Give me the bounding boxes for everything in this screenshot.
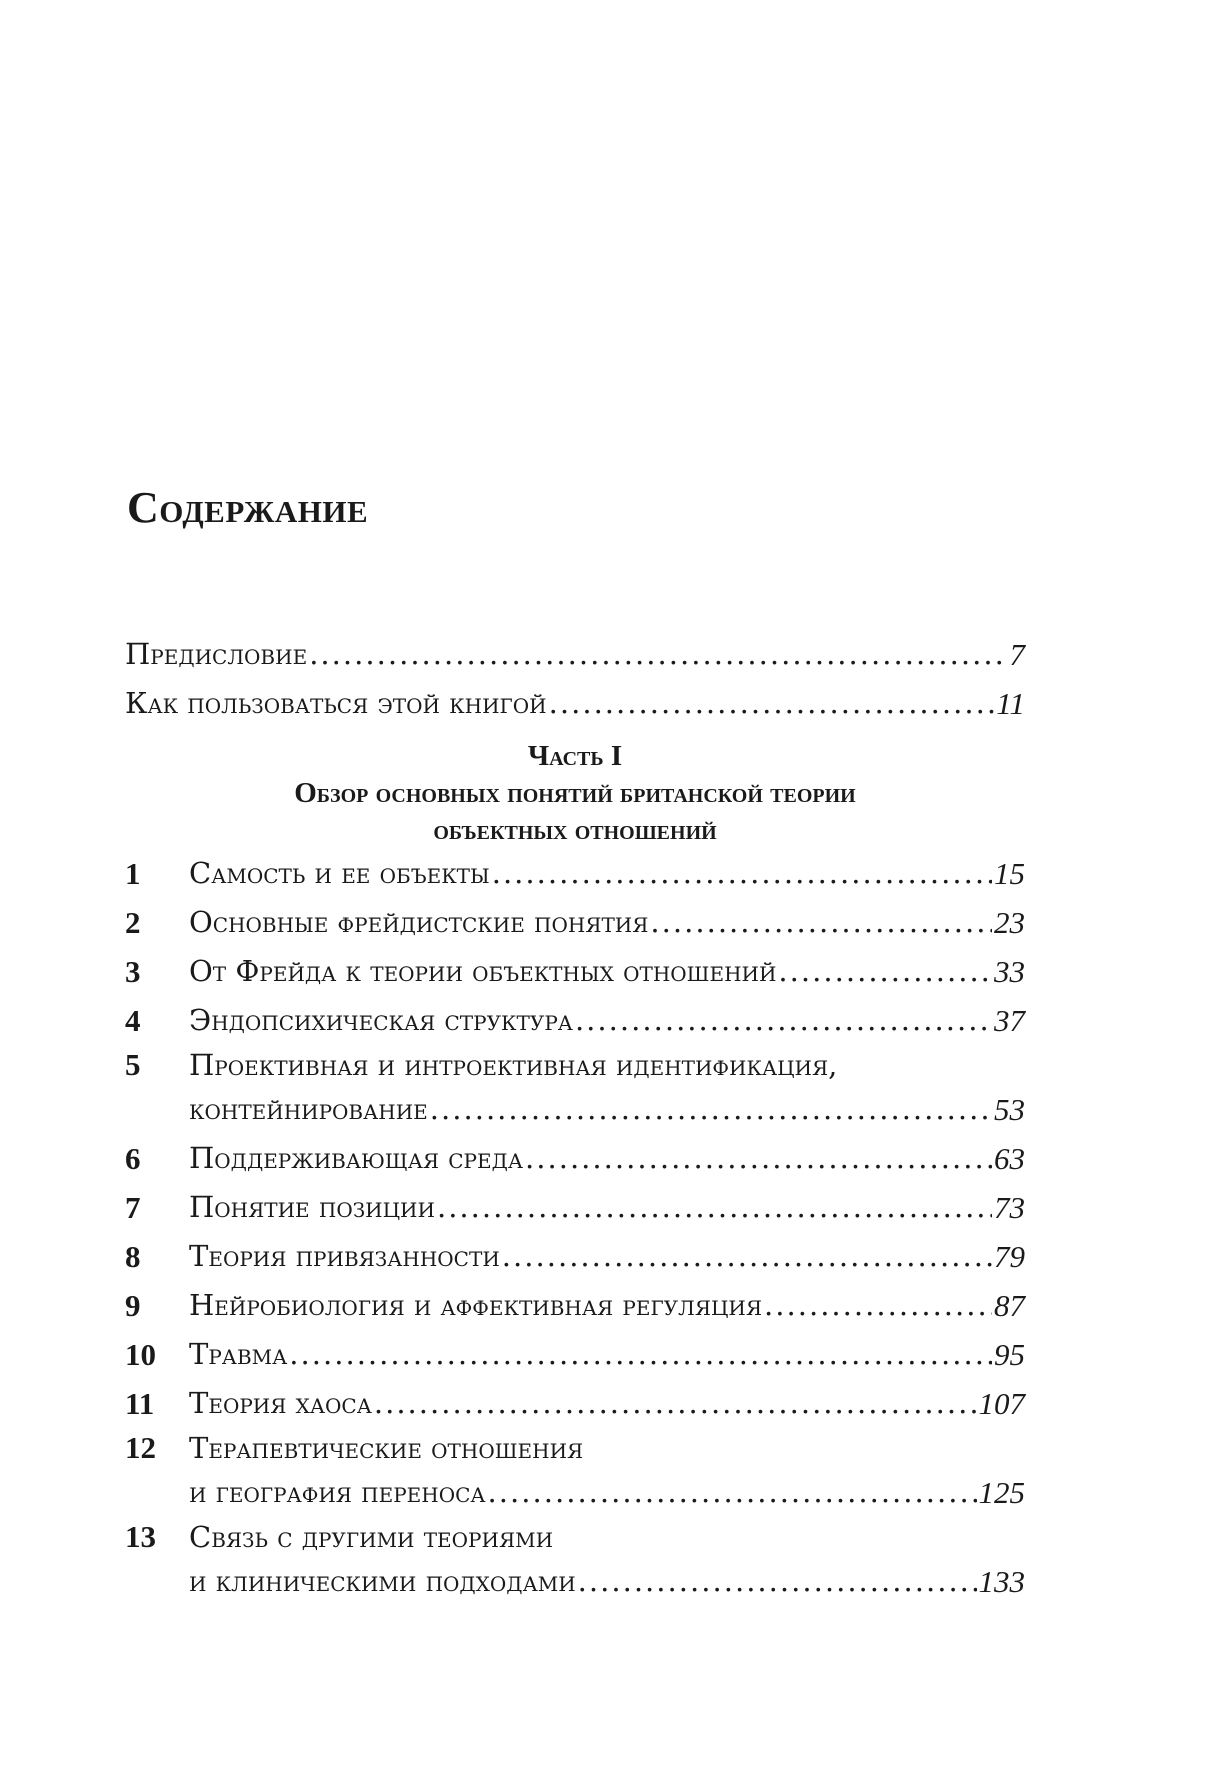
toc-entry-label: Травма <box>189 1337 288 1371</box>
toc-entry-label: Самость и ее объекты <box>189 856 490 890</box>
toc-entry-label-line1: Проективная и интроективная идентификация, <box>189 1048 838 1082</box>
dot-leader <box>549 679 995 728</box>
toc-chapter-2[interactable] <box>125 898 1025 947</box>
toc-page-number: 53 <box>994 1092 1025 1127</box>
toc-chapter-12[interactable] <box>125 1428 1025 1468</box>
dot-leader <box>430 1085 992 1134</box>
part-label: Часть I <box>527 740 623 772</box>
toc-chapter-13-cont[interactable] <box>125 1557 1025 1606</box>
toc-page-number: 87 <box>994 1288 1025 1323</box>
toc-page-number: 15 <box>994 856 1025 891</box>
toc-chapter-1[interactable] <box>125 849 1025 898</box>
toc-page-number: 73 <box>994 1190 1025 1225</box>
toc-entry-label: Поддерживающая среда <box>189 1141 523 1175</box>
page-title: Содержание <box>127 483 369 532</box>
toc-page-number: 7 <box>1009 637 1025 672</box>
chapter-number: 4 <box>125 1003 141 1038</box>
toc-entry-label-line2: контейнирование <box>189 1092 428 1126</box>
dot-leader <box>492 849 992 898</box>
toc-page-number: 63 <box>994 1141 1025 1176</box>
toc-page-number: 95 <box>994 1337 1025 1372</box>
dot-leader <box>578 1557 977 1606</box>
dot-leader <box>289 1330 992 1379</box>
toc-entry-label-line2: и география переноса <box>189 1475 486 1509</box>
toc-entry-label-line1: Связь с другими теориями <box>189 1520 554 1554</box>
toc-page-number: 11 <box>996 686 1025 721</box>
part-title-line1: Обзор основных понятий британской теории <box>294 777 856 809</box>
chapter-number: 12 <box>125 1430 156 1465</box>
toc-entry-label: Предисловие <box>125 637 308 671</box>
toc-chapter-6[interactable] <box>125 1134 1025 1183</box>
toc-entry-label: Теория привязанности <box>189 1239 500 1273</box>
toc-entry-label: Основные фрейдистские понятия <box>189 905 649 939</box>
toc-chapter-13[interactable] <box>125 1517 1025 1557</box>
table-of-contents <box>125 630 1025 1606</box>
part-heading <box>125 738 1025 849</box>
toc-page-number: 33 <box>994 954 1025 989</box>
dot-leader <box>502 1232 992 1281</box>
chapter-number: 1 <box>125 856 141 891</box>
toc-chapter-9[interactable] <box>125 1281 1025 1330</box>
dot-leader <box>650 898 992 947</box>
toc-page-number: 79 <box>994 1239 1025 1274</box>
toc-page-number: 37 <box>994 1003 1025 1038</box>
toc-chapter-10[interactable] <box>125 1330 1025 1379</box>
toc-entry-label: Как пользоваться этой книгой <box>125 686 547 720</box>
toc-entry-label: От Фрейда к теории объектных отношений <box>189 954 777 988</box>
toc-entry-preface[interactable] <box>125 630 1025 679</box>
toc-entry-label-line1: Терапевтические отношения <box>189 1431 584 1465</box>
chapter-number: 11 <box>125 1386 155 1421</box>
toc-chapter-5-cont[interactable] <box>125 1085 1025 1134</box>
toc-entry-how-to-use[interactable] <box>125 679 1025 728</box>
dot-leader <box>525 1134 992 1183</box>
chapter-number: 7 <box>125 1190 141 1225</box>
chapter-number: 9 <box>125 1288 141 1323</box>
chapter-number: 13 <box>125 1519 156 1554</box>
toc-chapter-3[interactable] <box>125 947 1025 996</box>
dot-leader <box>437 1183 992 1232</box>
toc-entry-label: Эндопсихическая структура <box>189 1003 573 1037</box>
toc-entry-label: Нейробиология и аффективная регуляция <box>189 1288 763 1322</box>
chapter-number: 8 <box>125 1239 141 1274</box>
toc-entry-label: Теория хаоса <box>189 1386 372 1420</box>
chapter-number: 10 <box>125 1337 156 1372</box>
toc-page-number: 107 <box>978 1386 1025 1421</box>
toc-page-number: 125 <box>978 1475 1025 1510</box>
part-title-line2: объектных отношений <box>433 814 717 846</box>
toc-page-number: 133 <box>978 1564 1025 1599</box>
chapter-number: 3 <box>125 954 141 989</box>
chapter-number: 5 <box>125 1047 141 1082</box>
dot-leader <box>764 1281 992 1330</box>
chapter-number: 2 <box>125 905 141 940</box>
toc-chapter-8[interactable] <box>125 1232 1025 1281</box>
toc-chapter-7[interactable] <box>125 1183 1025 1232</box>
toc-chapter-5[interactable] <box>125 1045 1025 1085</box>
dot-leader <box>309 630 1007 679</box>
toc-page-number: 23 <box>994 905 1025 940</box>
dot-leader <box>778 947 992 996</box>
toc-entry-label-line2: и клиническими подходами <box>189 1564 576 1598</box>
toc-entry-label: Понятие позиции <box>189 1190 435 1224</box>
chapter-number: 6 <box>125 1141 141 1176</box>
